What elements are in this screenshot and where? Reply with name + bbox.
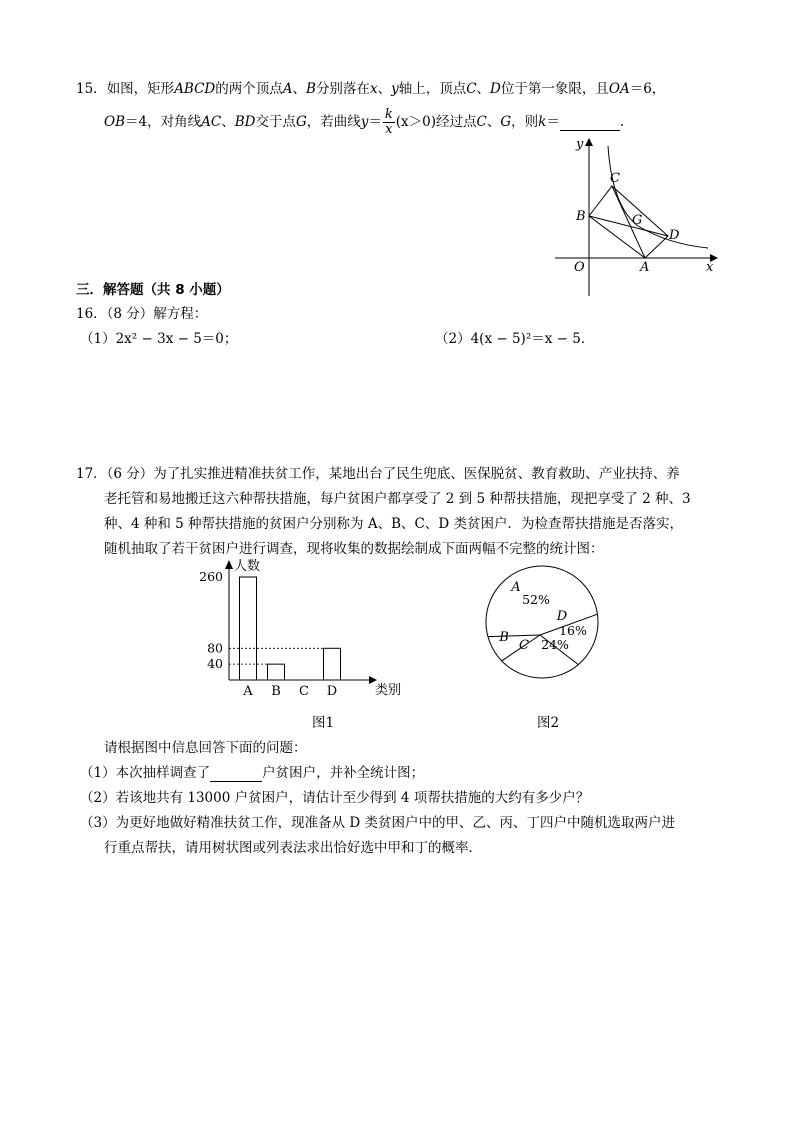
figure1-bar-chart xyxy=(195,555,410,705)
q17-sub1: （1）本次抽样调查了 户贫困户，并补全统计图； xyxy=(80,765,425,781)
q15-line1: 15．如图，矩形ABCD的两个顶点A、B分别落在x、y轴上，顶点C、D位于第一象限，且OA＝6， xyxy=(76,81,666,97)
q15-geometry-figure xyxy=(550,136,720,298)
q16-part1: （1）2x² − 3x − 5＝0； xyxy=(80,331,238,347)
q15-line2: OB＝4，对角线AC、BD交于点G，若曲线y＝ $\frac{k}{x}$ (x＞0)经过点C、G，则k＝ . xyxy=(104,107,625,137)
bar-layer xyxy=(199,569,340,699)
pie-slice-label-D: D xyxy=(556,609,568,624)
x-axis-label: x xyxy=(706,260,714,275)
pie-slice-label-B: B xyxy=(499,630,509,645)
answer-blank[interactable] xyxy=(560,114,620,131)
k-over-x-fraction: $\frac{k}{x}$ xyxy=(384,107,393,137)
bar-tick-label-80: 80 xyxy=(207,640,223,656)
point-label-g: G xyxy=(632,213,643,228)
bar-category-label-A: A xyxy=(243,684,253,699)
pie-slice-label-C: C xyxy=(519,638,529,653)
bar-category-label-D: D xyxy=(326,684,338,699)
q17-sub2: （2）若该地共有 13000 户贫困户，请估计至少得到 4 项帮扶措施的大约有多少户？ xyxy=(80,790,590,806)
bar-chart-x-label: 类别 xyxy=(375,683,402,698)
pie-slice-percent-A: 52% xyxy=(522,592,550,607)
bar-D xyxy=(324,648,341,680)
q16-part2: （2）4(x − 5)²＝x − 5． xyxy=(435,331,595,347)
bar-category-label-B: B xyxy=(271,684,281,699)
bar-tick-label-260: 260 xyxy=(199,568,223,584)
point-label-b: B xyxy=(576,209,586,224)
pie-outline xyxy=(486,566,598,678)
y-axis-label: y xyxy=(576,137,584,152)
origin-label: O xyxy=(574,260,585,275)
pie-slice-label-A: A xyxy=(511,580,521,595)
q16-title: 16．（8 分）解方程： xyxy=(76,306,208,322)
pie-layer xyxy=(486,566,598,678)
pie-slice-percent-D: 16% xyxy=(559,623,587,638)
pie-slice-percent-C: 24% xyxy=(541,637,569,652)
hyperbola-curve xyxy=(608,146,708,248)
q17-line2: 老托管和易地搬迁这六种帮扶措施，每户贫困户都享受了 2 到 5 种帮扶措施，现把享受了 2 种、3 xyxy=(104,491,691,507)
sample-size-blank[interactable] xyxy=(210,765,262,782)
bar-chart-y-axis-arrow xyxy=(225,560,233,569)
bar-category-label-C: C xyxy=(299,684,309,699)
q17-sub3-line2: 行重点帮扶，请用树状图或列表法求出恰好选中甲和丁的概率． xyxy=(104,840,482,856)
figure2-pie-chart xyxy=(480,560,605,685)
bar-tick-label-40: 40 xyxy=(207,656,223,672)
bar-B xyxy=(268,664,285,680)
figure2-caption: 图2 xyxy=(537,715,560,731)
point-label-d: D xyxy=(669,228,680,243)
section-3-heading: 三．解答题（共 8 小题） xyxy=(76,282,230,298)
q17-line3: 种、4 种和 5 种帮扶措施的贫困户分别称为 A、B、C、D 类贫困户．为检查帮扶措施是否落实， xyxy=(104,516,683,532)
figure1-caption: 图1 xyxy=(312,715,335,731)
y-axis-arrow xyxy=(585,138,593,146)
point-label-c: C xyxy=(610,171,620,186)
point-label-a: A xyxy=(640,260,650,275)
q17-sub3-line1: （3）为更好地做好精准扶贫工作，现准备从 D 类贫困户中的甲、乙、丙、丁四户中随机选取两户进 xyxy=(80,815,675,831)
q17-line1: 17．（6 分）为了扎实推进精准扶贫工作，某地出台了民生兜底、医保脱贫、教育救助、产业扶持、养 xyxy=(76,466,680,482)
bar-chart-y-label: 人数 xyxy=(234,559,261,574)
q17-prompt: 请根据图中信息回答下面的问题： xyxy=(104,740,307,756)
q17-line4: 随机抽取了若干贫困户进行调查，现将收集的数据绘制成下面两幅不完整的统计图： xyxy=(104,541,604,557)
